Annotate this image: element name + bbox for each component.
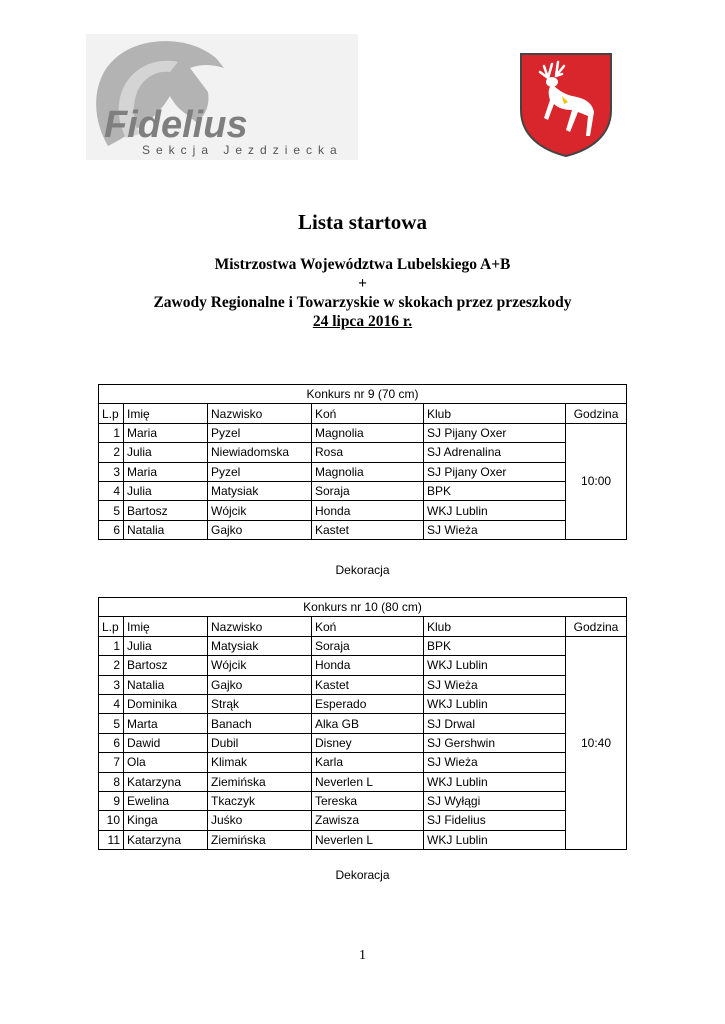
table-row (99, 423, 627, 442)
rider-number: 5 (99, 714, 124, 733)
rider-number: 9 (99, 791, 124, 810)
table-row (99, 753, 627, 772)
club-name-cell: SJ Wieża (424, 520, 566, 539)
rider-first-name: Natalia (124, 520, 208, 539)
rider-first-name: Dominika (124, 694, 208, 713)
header-club: Klub (424, 617, 566, 636)
decoration-label: Dekoracja (335, 563, 390, 577)
rider-first-name: Bartosz (124, 501, 208, 520)
club-name-cell: BPK (424, 636, 566, 655)
rider-number: 5 (99, 501, 124, 520)
rider-first-name: Katarzyna (124, 772, 208, 791)
horse-name: Honda (312, 501, 424, 520)
table-row (99, 520, 627, 539)
club-name-cell: SJ Fidelius (424, 811, 566, 830)
rider-number: 2 (99, 443, 124, 462)
page-title: Lista startowa (298, 210, 427, 234)
rider-number: 7 (99, 753, 124, 772)
rider-last-name: Gajko (208, 520, 312, 539)
rider-number: 1 (99, 423, 124, 442)
rider-last-name: Banach (208, 714, 312, 733)
header-lp: L.p (99, 617, 124, 636)
club-name-cell: SJ Drwal (424, 714, 566, 733)
rider-number: 1 (99, 636, 124, 655)
rider-first-name: Maria (124, 423, 208, 442)
decoration-label: Dekoracja (335, 868, 390, 882)
rider-number: 8 (99, 772, 124, 791)
header-last-name: Nazwisko (208, 617, 312, 636)
coat-of-arms-icon (518, 50, 614, 158)
horse-name: Esperado (312, 694, 424, 713)
rider-first-name: Bartosz (124, 656, 208, 675)
rider-last-name: Ziemińska (208, 772, 312, 791)
horse-name: Soraja (312, 481, 424, 500)
rider-number: 2 (99, 656, 124, 675)
table-row (99, 462, 627, 481)
club-name-cell: WKJ Lublin (424, 830, 566, 849)
header-club: Klub (424, 404, 566, 423)
horse-name: Magnolia (312, 423, 424, 442)
rider-number: 3 (99, 462, 124, 481)
table-row (99, 501, 627, 520)
club-name-cell: WKJ Lublin (424, 501, 566, 520)
horse-name: Alka GB (312, 714, 424, 733)
header-last-name: Nazwisko (208, 404, 312, 423)
club-name-cell: SJ Pijany Oxer (424, 462, 566, 481)
table-row (99, 656, 627, 675)
start-time: 10:00 (566, 423, 627, 539)
club-name-cell: WKJ Lublin (424, 772, 566, 791)
table-header-row (99, 404, 627, 423)
championship-title: Mistrzostwa Województwa Lubelskiego A+B (214, 256, 511, 273)
horse-name: Kastet (312, 675, 424, 694)
club-name-cell: WKJ Lublin (424, 656, 566, 675)
header-horse: Koń (312, 617, 424, 636)
horse-name: Kastet (312, 520, 424, 539)
rider-number: 6 (99, 733, 124, 752)
horse-name: Zawisza (312, 811, 424, 830)
competition-title: Zawody Regionalne i Towarzyskie w skokach przez przeszkody (153, 294, 572, 311)
rider-first-name: Ola (124, 753, 208, 772)
table-row (99, 791, 627, 810)
competition-caption: Konkurs nr 10 (80 cm) (99, 598, 627, 617)
rider-first-name: Katarzyna (124, 830, 208, 849)
rider-first-name: Kinga (124, 811, 208, 830)
table-row (99, 443, 627, 462)
club-name-cell: SJ Wieża (424, 675, 566, 694)
rider-last-name: Dubil (208, 733, 312, 752)
rider-last-name: Tkaczyk (208, 791, 312, 810)
horse-name: Rosa (312, 443, 424, 462)
horse-name: Neverlen L (312, 772, 424, 791)
club-subtitle: Sekcja Jezdziecka (142, 143, 343, 157)
page-number: 1 (359, 948, 366, 963)
club-name-cell: SJ Pijany Oxer (424, 423, 566, 442)
header-first-name: Imię (124, 404, 208, 423)
horse-name: Disney (312, 733, 424, 752)
rider-last-name: Ziemińska (208, 830, 312, 849)
table-row (99, 481, 627, 500)
club-name-cell: SJ Wieża (424, 753, 566, 772)
club-name-cell: BPK (424, 481, 566, 500)
rider-first-name: Ewelina (124, 791, 208, 810)
fidelius-logo (86, 34, 358, 160)
table-row (99, 772, 627, 791)
table-row (99, 636, 627, 655)
rider-first-name: Julia (124, 443, 208, 462)
plus-sign: + (358, 275, 367, 292)
rider-last-name: Klimak (208, 753, 312, 772)
rider-last-name: Wójcik (208, 656, 312, 675)
table-row (99, 811, 627, 830)
rider-last-name: Wójcik (208, 501, 312, 520)
start-time: 10:40 (566, 636, 627, 849)
rider-number: 10 (99, 811, 124, 830)
rider-number: 3 (99, 675, 124, 694)
rider-first-name: Maria (124, 462, 208, 481)
horse-name: Karla (312, 753, 424, 772)
rider-last-name: Matysiak (208, 636, 312, 655)
table-caption-row (99, 385, 627, 404)
rider-last-name: Matysiak (208, 481, 312, 500)
rider-number: 4 (99, 481, 124, 500)
table-row (99, 830, 627, 849)
rider-number: 6 (99, 520, 124, 539)
table-row (99, 694, 627, 713)
table-caption-row (99, 598, 627, 617)
rider-first-name: Dawid (124, 733, 208, 752)
club-name-cell: SJ Adrenalina (424, 443, 566, 462)
horse-name: Magnolia (312, 462, 424, 481)
club-name: Fidelius (104, 104, 248, 146)
rider-number: 4 (99, 694, 124, 713)
rider-last-name: Pyzel (208, 423, 312, 442)
header-first-name: Imię (124, 617, 208, 636)
table-row (99, 675, 627, 694)
header-lp: L.p (99, 404, 124, 423)
rider-first-name: Natalia (124, 675, 208, 694)
rider-last-name: Pyzel (208, 462, 312, 481)
rider-last-name: Niewiadomska (208, 443, 312, 462)
horse-name: Honda (312, 656, 424, 675)
club-name-cell: SJ Gershwin (424, 733, 566, 752)
club-name-cell: WKJ Lublin (424, 694, 566, 713)
rider-first-name: Julia (124, 481, 208, 500)
horse-name: Neverlen L (312, 830, 424, 849)
horse-name: Tereska (312, 791, 424, 810)
start-list-table-competition-10 (98, 597, 627, 850)
competition-caption: Konkurs nr 9 (70 cm) (99, 385, 627, 404)
table-header-row (99, 617, 627, 636)
rider-first-name: Julia (124, 636, 208, 655)
header-time: Godzina (566, 617, 627, 636)
table-row (99, 733, 627, 752)
rider-last-name: Juśko (208, 811, 312, 830)
start-list-table-competition-9 (98, 384, 627, 540)
club-name-cell: SJ Wyłągi (424, 791, 566, 810)
rider-last-name: Strąk (208, 694, 312, 713)
rider-last-name: Gajko (208, 675, 312, 694)
horse-name: Soraja (312, 636, 424, 655)
event-date: 24 lipca 2016 r. (312, 313, 413, 330)
table-row (99, 714, 627, 733)
rider-number: 11 (99, 830, 124, 849)
header-time: Godzina (566, 404, 627, 423)
header-horse: Koń (312, 404, 424, 423)
rider-first-name: Marta (124, 714, 208, 733)
